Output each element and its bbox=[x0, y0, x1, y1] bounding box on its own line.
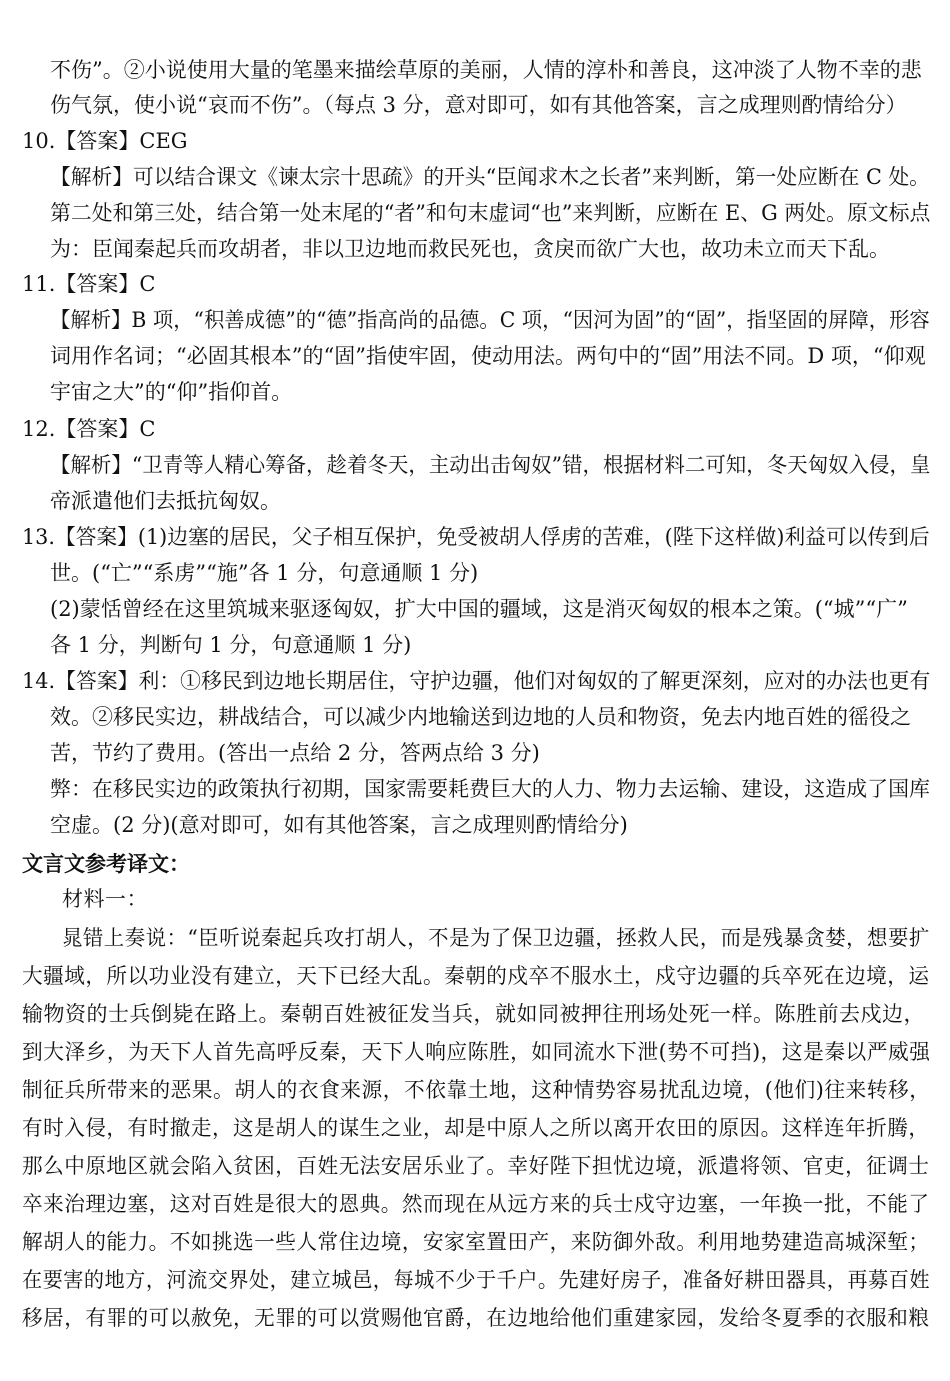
translation-line: 那么中原地区就会陷入贫困，百姓无法安居乐业了。幸好陛下担忧边境，派遣将领、官吏，征调士 bbox=[22, 1154, 930, 1178]
q12-analysis-line: 帝派遣他们去抵抗匈奴。 bbox=[50, 489, 281, 513]
q14-answer: 14.【答案】利：①移民到边地长期居住，守护边疆，他们对匈奴的了解更深刻，应对的办法也更有 bbox=[22, 669, 931, 693]
material-label: 材料一： bbox=[62, 887, 148, 911]
translation-line: 卒来治理边塞，这对百姓是很大的恩典。然而现在从远方来的兵士戍守边塞，一年换一批，不能了 bbox=[22, 1192, 930, 1216]
translation-line: 制征兵所带来的恶果。胡人的衣食来源，不依靠土地，这种情势容易扰乱边境，(他们)往来转移， bbox=[22, 1078, 931, 1102]
q10-answer: 10.【答案】CEG bbox=[22, 129, 188, 153]
translation-line: 晁错上奏说：“臣听说秦起兵攻打胡人，不是为了保卫边疆，拯救人民，而是残暴贪婪，想要扩 bbox=[62, 926, 930, 950]
q13-answer-line: (2)蒙恬曾经在这里筑城来驱逐匈奴，扩大中国的疆域，这是消灭匈奴的根本之策。(“城”“广” bbox=[50, 597, 908, 621]
answer-continuation-line: 伤气氛，使小说“哀而不伤”。（每点 3 分，意对即可，如有其他答案，言之成理则酌情给分） bbox=[50, 93, 907, 117]
translation-line: 输物资的士兵倒毙在路上。秦朝百姓被征发当兵，就如同被押往刑场处死一样。陈胜前去戍边， bbox=[22, 1002, 925, 1026]
translation-line: 解胡人的能力。不如挑选一些人常住边境，安家室置田产，来防御外敌。利用地势建造高城深堑； bbox=[22, 1230, 930, 1254]
q11-analysis-line: 宇宙之大”的“仰”指仰首。 bbox=[50, 380, 293, 404]
q11-answer: 11.【答案】C bbox=[22, 272, 156, 296]
q14-answer-line: 效。②移民实边，耕战结合，可以减少内地输送到边地的人员和物资，免去内地百姓的徭役之 bbox=[50, 705, 911, 729]
q10-analysis-line: 第二处和第三处，结合第一处末尾的“者”和句末虚词“也”来判断，应断在 E、G 两处。原文标点 bbox=[50, 201, 931, 225]
translation-line: 大疆域，所以功业没有建立，天下已经大乱。秦朝的戍卒不服水土，戍守边疆的兵卒死在边境，运 bbox=[22, 964, 930, 988]
q12-analysis-line: 【解析】“卫青等人精心筹备，趁着冬天，主动出击匈奴”错，根据材料二可知，冬天匈奴入侵，皇 bbox=[50, 453, 931, 477]
q14-answer-line: 弊：在移民实边的政策执行初期，国家需要耗费巨大的人力、物力去运输、建设，这造成了国库 bbox=[50, 777, 930, 801]
answer-continuation-line: 不伤”。②小说使用大量的笔墨来描绘草原的美丽，人情的淳朴和善良，这冲淡了人物不幸的悲 bbox=[50, 58, 922, 82]
q11-analysis-line: 词用作名词；“必固其根本”的“固”指使牢固，使动用法。两句中的“固”用法不同。D 项，“仰观 bbox=[50, 344, 926, 368]
q10-analysis-line: 【解析】可以结合课文《谏太宗十思疏》的开头“臣闻求木之长者”来判断，第一处应断在 C 处。 bbox=[50, 165, 930, 189]
q13-answer-line: 各 1 分，判断句 1 分，句意通顺 1 分) bbox=[50, 633, 412, 657]
q13-answer: 13.【答案】(1)边塞的居民，父子相互保护，免受被胡人俘虏的苦难，(陛下这样做)利益可以传到后 bbox=[22, 525, 930, 549]
translation-line: 到大泽乡，为天下人首先高呼反秦，天下人响应陈胜，如同流水下泄(势不可挡)，这是秦以严威强 bbox=[22, 1040, 931, 1064]
translation-line: 移居，有罪的可以赦免，无罪的可以赏赐他官爵，在边地给他们重建家园，发给冬夏季的衣服和粮 bbox=[22, 1306, 930, 1330]
q12-answer: 12.【答案】C bbox=[22, 417, 156, 441]
q10-analysis-line: 为：臣闻秦起兵而攻胡者，非以卫边地而救民死也，贪戾而欲广大也，故功未立而天下乱。 bbox=[50, 237, 890, 261]
translation-line: 有时入侵，有时撤走，这是胡人的谋生之业，却是中原人之所以离开农田的原因。这样连年折腾， bbox=[22, 1116, 930, 1140]
q14-answer-line: 苦，节约了费用。(答出一点给 2 分，答两点给 3 分) bbox=[50, 741, 540, 765]
q11-analysis-line: 【解析】B 项，“积善成德”的“德”指高尚的品德。C 项，“因河为固”的“固”，指坚固的屏障，形容 bbox=[50, 308, 930, 332]
q14-answer-line: 空虚。(2 分)(意对即可，如有其他答案，言之成理则酌情给分) bbox=[50, 813, 628, 837]
q13-answer-line: 世。(“亡”“系虏”“施”各 1 分，句意通顺 1 分) bbox=[50, 561, 479, 585]
translation-line: 在要害的地方，河流交界处，建立城邑，每城不少于千户。先建好房子，准备好耕田器具，再募百姓 bbox=[22, 1268, 930, 1292]
translation-heading: 文言文参考译文： bbox=[22, 851, 190, 876]
